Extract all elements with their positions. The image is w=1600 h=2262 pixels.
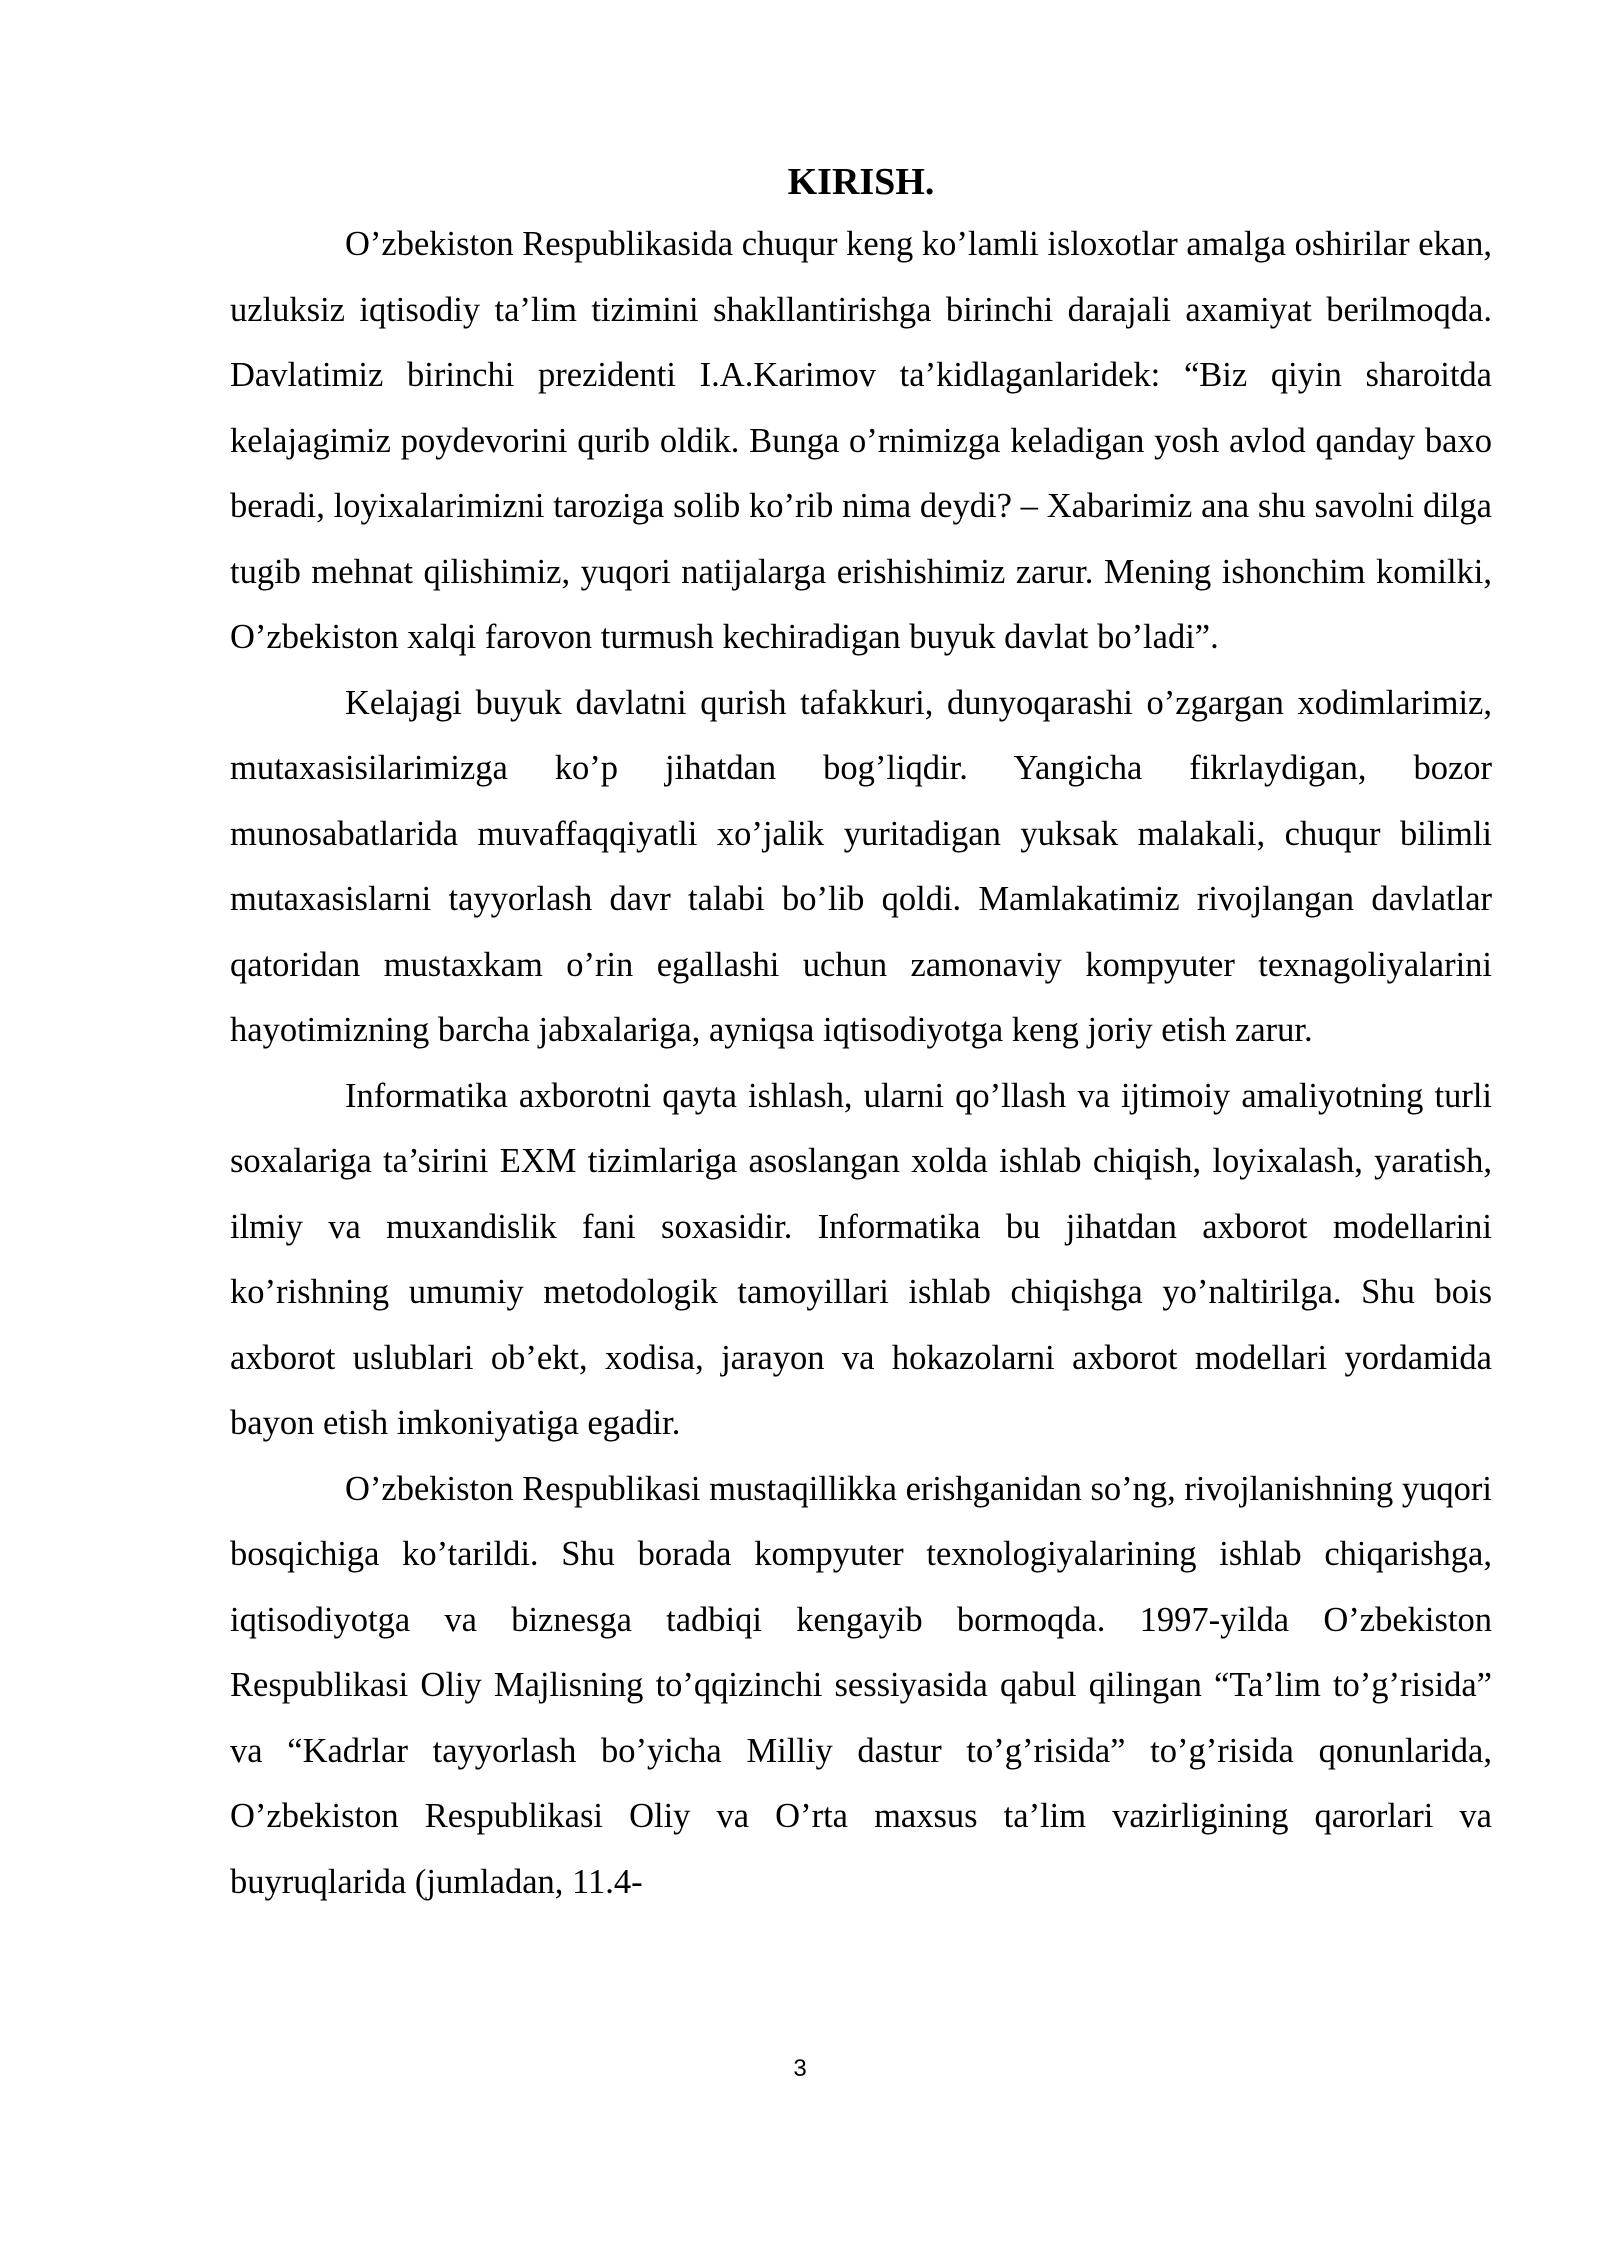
page-title: KIRISH. [787,161,935,203]
paragraph-1: O’zbekiston Respublikasida chuqur keng ko’lamli isloxotlar amalga oshirilar ekan, uzluksiz iqtisodiy ta’lim tizimini shakllantirishga birinchi darajali axamiyat berilmoqda. Davlatimiz birinchi prezidenti I.A.Karimov ta’kidlaganlaridek: “Biz qiyin sharoitda kelajagimiz poydevorini qurib oldik. Bunga o’rnimizga keladigan yosh avlod qanday baxo beradi, loyixalarimizni taroziga solib ko’rib nima deydi? – Xabarimiz ana shu savolni dilga tugib mehnat qilishimiz, yuqori natijalarga erishishimiz zarur. Mening ishonchim komilki, O’zbekiston xalqi farovon turmush kechiradigan buyuk davlat bo’ladi”. [230,225,1492,656]
paragraph-4: O’zbekiston Respublikasi mustaqillikka erishganidan so’ng, rivojlanishning yuqori bosqichiga ko’tarildi. Shu borada kompyuter texnologiyalarining ishlab chiqarishga, iqtisodiyotga va biznesga tadbiqi kengayib bormoqda. 1997-yilda O’zbekiston Respublikasi Oliy Majlisning to’qqizinchi sessiyasida qabul qilingan “Ta’lim to’g’risida” va “Kadrlar tayyorlash bo’yicha Milliy dastur to’g’risida” to’g’risida qonunlarida, O’zbekiston Respublikasi Oliy va O’rta maxsus ta’lim vazirligining qarorlari va buyruqlarida (jumladan, 11.4- [230,1469,1492,1901]
document-body [230,212,1492,1915]
paragraph-3: Informatika axborotni qayta ishlash, ularni qo’llash va ijtimoiy amaliyotning turli soxalariga ta’sirini EXM tizimlariga asoslangan xolda ishlab chiqish, loyixalash, yaratish, ilmiy va muxandislik fani soxasidir. Informatika bu jihatdan axborot modellarini ko’rishning umumiy metodologik tamoyillari ishlab chiqishga yo’naltirilga. Shu bois axborot uslublari ob’ekt, xodisa, jarayon va hokazolarni axborot modellari yordamida bayon etish imkoniyatiga egadir. [230,1076,1492,1442]
paragraph-2: Kelajagi buyuk davlatni qurish tafakkuri, dunyoqarashi o’zgargan xodimlarimiz, mutaxasisilarimizga ko’p jihatdan bog’liqdir. Yangicha fikrlaydigan, bozor munosabatlarida muvaffaqqiyatli xo’jalik yuritadigan yuksak malakali, chuqur bilimli mutaxasislarni tayyorlash davr talabi bo’lib qoldi. Mamlakatimiz rivojlangan davlatlar qatoridan mustaxkam o’rin egallashi uchun zamonaviy kompyuter texnagoliyalarini hayotimizning barcha jabxalariga, ayniqsa iqtisodiyotga keng joriy etish zarur. [230,683,1492,1049]
page-number: 3 [793,2055,807,2082]
